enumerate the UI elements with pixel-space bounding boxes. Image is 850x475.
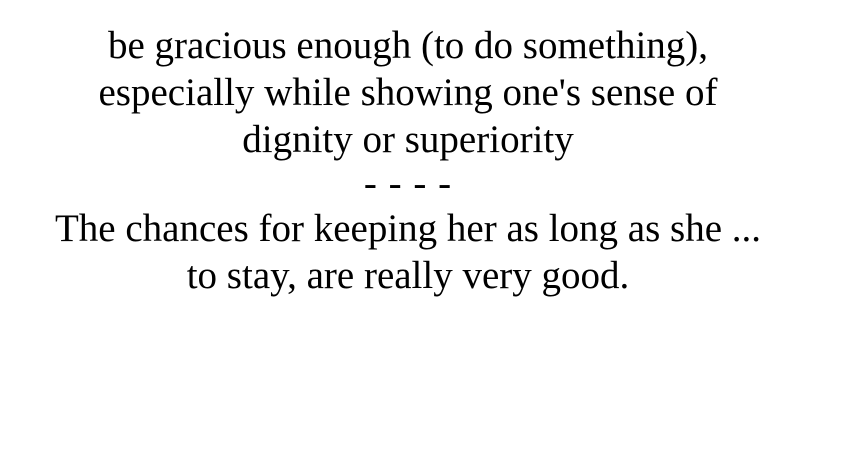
definition-line-2: especially while showing one's sense of [98, 71, 718, 114]
example-line-2: to stay, are really very good. [186, 254, 630, 297]
example-line-1: The chances for keeping her as long as she ... [54, 207, 762, 250]
separator: - - - - [363, 162, 453, 205]
definition-line-3: dignity or superiority [242, 118, 574, 161]
definition-line-1: be gracious enough (to do something), [107, 24, 709, 67]
flashcard-text [0, 22, 816, 299]
